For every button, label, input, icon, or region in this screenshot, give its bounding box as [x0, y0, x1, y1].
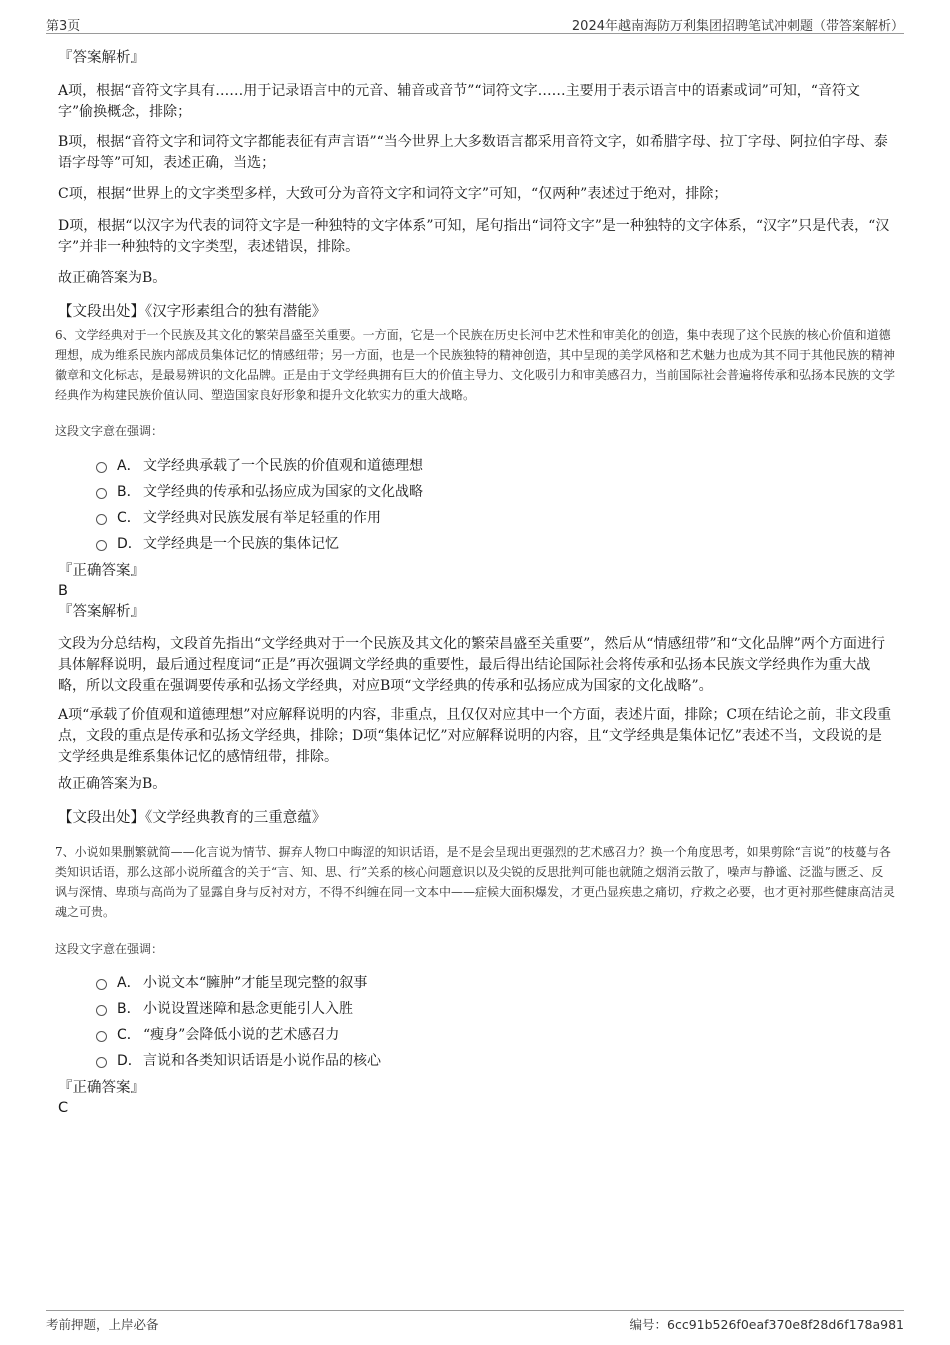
radio-icon[interactable]: [96, 540, 107, 551]
q7-passage: 7、小说如果删繁就简——化言说为情节、摒弃人物口中晦涩的知识话语，是不是会呈现出更强烈的艺术感召力？换一个角度思考，如果剪除“言说”的枝蔓与各类知识话语，那么这部小说所蕴含的关于“言、知、思、行”关系的核心问题意识以及尖锐的反思批判可能也就随之烟消云散了，噪声与静谧、泛滥与匮乏、反讽与深情、卑琐与高尚为了显露自身与反衬对方，不得不纠缠在同一文本中——症候大面积爆发，才更凸显疾患之痛切，疗救之必要，也才更衬那些健康高洁灵魂之可贵。: [55, 845, 896, 919]
source-citation: 【文段出处】《汉字形素组合的独有潜能》: [58, 304, 327, 320]
q6-option-c[interactable]: C． 文学经典对民族发展有举足轻重的作用: [96, 508, 381, 528]
radio-icon[interactable]: [96, 488, 107, 499]
radio-icon[interactable]: [96, 514, 107, 525]
q6-analysis-title: 『答案解析』: [58, 604, 145, 620]
analysis-line-d: D项，根据“以汉字为代表的词符文字是一种独特的文字体系”可知，尾句指出“词符文字”是一种独特的文字体系，“汉字”只是代表，“汉字”并非一种独特的文字类型，表述错误，排除。: [58, 218, 890, 255]
q6-analysis-1: 文段为分总结构，文段首先指出“文学经典对于一个民族及其文化的繁荣昌盛至关重要”，然后从“情感纽带”和“文化品牌”两个方面进行具体解释说明，最后通过程度词“正是”再次强调文学经典的重要性，最后得出结论国际社会将传承和弘扬本民族文学经典作为重大战略，所以文段重在强调要传承和弘扬文学经典，对应B项“文学经典的传承和弘扬应成为国家的文化战略”。: [58, 636, 885, 694]
page-header: [46, 13, 904, 34]
analysis-line-c: C项，根据“世界上的文字类型多样，大致可分为音符文字和词符文字”可知，“仅两种”表述过于绝对，排除；: [58, 186, 728, 202]
q7-answer-title: 『正确答案』: [58, 1080, 145, 1096]
page-footer: [46, 1310, 904, 1331]
q7-question: 这段文字意在强调：: [55, 942, 164, 956]
q7-option-c[interactable]: C． “瘦身”会降低小说的艺术感召力: [96, 1025, 339, 1045]
document-title: 2024年越南海防万利集团招聘笔试冲刺题（带答案解析）: [571, 19, 904, 34]
radio-icon[interactable]: [96, 1005, 107, 1016]
q6-question: 这段文字意在强调：: [55, 424, 164, 438]
q6-option-d[interactable]: D．文学经典是一个民族的集体记忆: [96, 534, 339, 554]
q6-source: 【文段出处】《文学经典教育的三重意蕴》: [58, 810, 327, 826]
radio-icon[interactable]: [96, 1031, 107, 1042]
q6-answer: B: [58, 583, 68, 599]
analysis-line-b: B项，根据“音符文字和词符文字都能表征有声言语”“当今世界上大多数语言都采用音符文字，如希腊字母、拉丁字母、阿拉伯字母、泰语字母等”可知，表述正确，当选；: [58, 134, 888, 171]
q6-passage: 6、文学经典对于一个民族及其文化的繁荣昌盛至关重要。一方面，它是一个民族在历史长河中艺术性和审美化的创造，集中表现了这个民族的核心价值和道德理想，成为维系民族内部成员集体记忆的情感纽带；另一方面，也是一个民族独特的精神创造，其中呈现的美学风格和艺术魅力也成为其不同于其他民族的精神徽章和文化标志，是最易辨识的文化品牌。正是由于文学经典拥有巨大的价值主导力、文化吸引力和审美感召力，当前国际社会普遍将传承和弘扬本民族的文学经典作为构建民族价值认同、塑造国家良好形象和提升文化软实力的重大战略。: [55, 328, 896, 402]
analysis-title: 『答案解析』: [58, 50, 145, 66]
radio-icon[interactable]: [96, 462, 107, 473]
q6-option-b[interactable]: B． 文学经典的传承和弘扬应成为国家的文化战略: [96, 482, 423, 502]
q6-answer-title: 『正确答案』: [58, 563, 145, 579]
conclusion: 故正确答案为B。: [58, 270, 167, 286]
document-id: 编号：6cc91b526f0eaf370e8f28d6f178a981: [629, 1317, 904, 1332]
footer-slogan: 考前押题，上岸必备: [46, 1317, 159, 1332]
q7-option-a[interactable]: A． 小说文本“臃肿”才能呈现完整的叙事: [96, 973, 367, 993]
page-number: 第3页: [46, 19, 81, 34]
q6-conclusion: 故正确答案为B。: [58, 776, 167, 792]
analysis-line-a: A项，根据“音符文字具有……用于记录语言中的元音、辅音或音节”“词符文字……主要用于表示语言中的语素或词”可知，“音符文字”偷换概念，排除；: [58, 83, 860, 120]
q7-option-d[interactable]: D．言说和各类知识话语是小说作品的核心: [96, 1051, 381, 1071]
radio-icon[interactable]: [96, 1057, 107, 1068]
q7-option-b[interactable]: B． 小说设置迷障和悬念更能引人入胜: [96, 999, 353, 1019]
radio-icon[interactable]: [96, 979, 107, 990]
q7-answer: C: [58, 1100, 69, 1116]
q6-analysis-2: A项“承载了价值观和道德理想”对应解释说明的内容，非重点，且仅仅对应其中一个方面，表述片面，排除；C项在结论之前，非文段重点，文段的重点是传承和弘扬文学经典，排除；D项“集体记忆”对应解释说明的内容，且“文学经典是集体记忆”表述不当，文段说的是文学经典是维系集体记忆的感情纽带，排除。: [58, 707, 892, 765]
q6-option-a[interactable]: A． 文学经典承载了一个民族的价值观和道德理想: [96, 456, 423, 476]
